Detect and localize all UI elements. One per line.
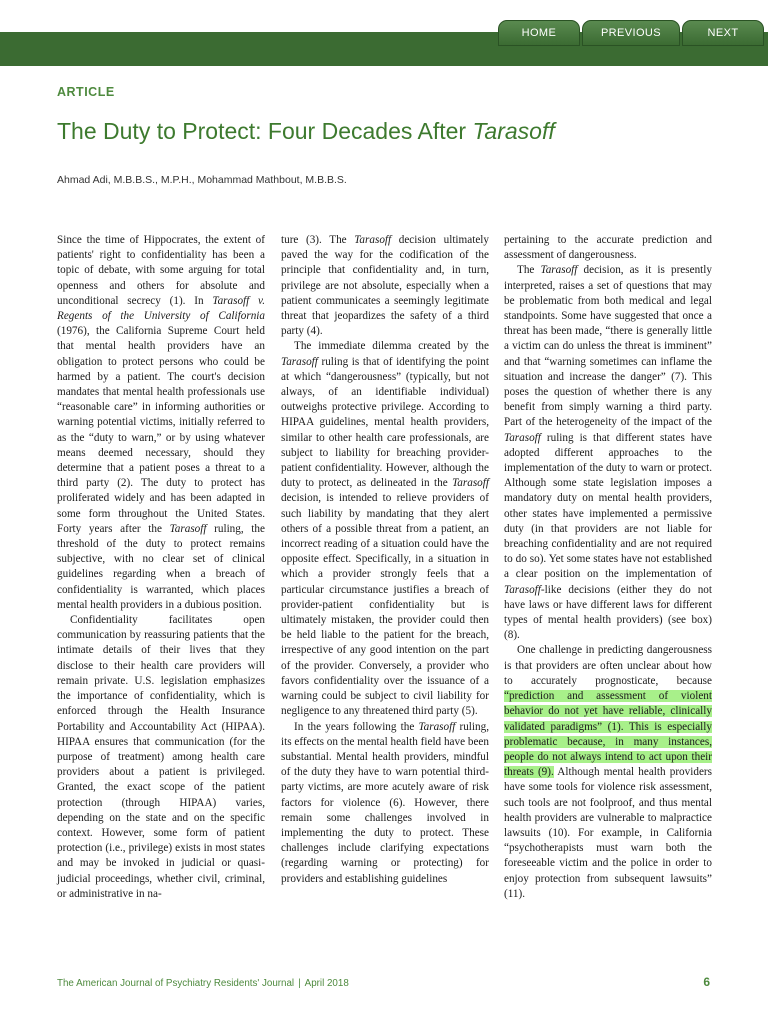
text-run: decision, is intended to relieve providers of such liability by mandating that they alert others of a possible threat from a patient, an incorrect reading of a situation could have the opposite effect. Specifically, in a situation in which a provider strongly feels that a particular circumstance justifies a breach of provider-patient confidentiality but is ultimately mistaken, the provider could then be held liable to the patient for the breach, irrespective of any good intention on the part of the provider. Conversely, a provider who favors confidentiality over the issuance of a warning could be subject to civil liability for negligence to any threatened third party (5).: [281, 492, 489, 718]
journal-name: The American Journal of Psychiatry Residents' Journal: [57, 978, 295, 989]
italic-text: Tarasoff: [169, 522, 207, 535]
text-run: -like decisions (either they do not have laws or have different laws for different types of mental health providers) (see box) (8).: [504, 583, 712, 642]
text-run: ruling is that of identifying the point at which “dangerousness” (typically, but not always, of an identifiable individual) outweighs protective privilege. According to HIPAA guidelines, mental health providers, similar to other health care professionals, are subject to liability for breaching provider-patient confidentiality. However, although the duty to protect, as delineated in the: [281, 355, 489, 490]
italic-text: Tarasoff: [354, 234, 392, 246]
text-run: Confidentiality facilitates open communication by reassuring patients that the intimate details of their lives that they disclose to their health care providers will remain private. U.S. legislation emphasizes the importance of confidentiality, which is enforced through the Health Insurance Portability and Accountability Act (HIPAA). HIPAA ensures that communication (for the purpose of treatment) among health care providers about a patient is privileged. Granted, the exact scope of the patient protection (through HIPAA) varies, depending on the state and on the specific context. However, some form of patient protection (i.e., privilege) exists in most states and may be invoked in judicial or quasi-judicial proceedings, whether civil, criminal, or administrative in na-: [57, 614, 265, 900]
text-run: pertaining to the accurate prediction and assessment of dangerousness.: [504, 234, 712, 262]
text-run: ruling, its effects on the mental health field have been substantial. Mental health providers, mindful of the duty they have to warn potential third-party victims, are more acutely aware of risk factors for violence (6). However, there remain some challenges involved in implementing the duty to protect. These challenges include clarifying expectations (regarding warning or protecting) for providers and establishing guidelines: [281, 720, 489, 885]
highlighted-text[interactable]: “prediction and assessment of violent behavior do not yet have reliable, clinically validated paradigms” (1). This is especially problematic because, in many instances, people do not always intend to act upon their threats (9).: [504, 690, 712, 779]
italic-text: Tarasoff: [281, 355, 318, 368]
title-main: The Duty to Protect: Four Decades After: [57, 118, 473, 144]
article-kicker: ARTICLE: [57, 85, 115, 99]
footer-journal: [57, 978, 349, 989]
text-run: Since the time of Hippocrates, the extent of patients' right to confidentiality has been a topic of debate, with some arguing for total openness and others for absolute and unconditional secrecy (1). In: [57, 234, 265, 307]
italic-text: Tarasoff v. Regents of the University of California: [57, 294, 265, 323]
title-italic: Tarasoff: [472, 118, 555, 144]
text-run: ture (3). The: [281, 234, 355, 246]
home-button[interactable]: HOME: [498, 20, 580, 46]
text-run: (1976), the California Supreme Court held that mental health providers have an obligation to protect persons who could be harmed by a patient. The court's decision mandates that mental health professionals use “reasonable care” in informing authorities or warning potential victims, initially referred to as the “duty to warn,” or by using whatever means deemed necessary, should they determine that a patient poses a threat to a third party (2). The duty to protect has proliferated widely and has been adapted in some form throughout the United States. Forty years after the: [57, 325, 265, 535]
article-title: [57, 118, 555, 145]
body-column-1: [57, 233, 265, 902]
paragraph: [281, 339, 489, 719]
text-run: decision, as it is presently interpreted, raises a set of questions that may be problematic from both medical and legal standpoints. Some have suggested that once a threat has been made, “there is generally little a victim can do unless the threat is imminent” and that “warning sometimes can inflame the situation and increase the danger” (7). This poses the question of whether there is any benefit from simply warning a third party. Part of the heterogeneity of the impact of the: [504, 264, 712, 429]
paragraph: [281, 233, 489, 339]
article-authors: Ahmad Adi, M.B.B.S., M.P.H., Mohammad Mathbout, M.B.B.S.: [57, 174, 347, 186]
text-run: The: [517, 264, 541, 277]
italic-text: Tarasoff: [504, 431, 541, 444]
paragraph: [57, 233, 265, 613]
text-run: decision ultimately paved the way for the codification of the principle that confidentiality and, in turn, privilege are not absolute, especially when a patient communicates a seemingly legitimate threat that jeopardizes the safety of a third party (4).: [281, 234, 489, 338]
next-button[interactable]: NEXT: [682, 20, 764, 46]
issue-date: April 2018: [304, 978, 349, 989]
italic-text: Tarasoff: [540, 264, 578, 277]
text-run: Although mental health providers have some tools for violence risk assessment, such tools are not foolproof, and thus mental health providers are vulnerable to malpractice lawsuits (10). For example, in California “psychotherapists must warn both the foreseeable victim and the police in order to enjoy protection from subsequent lawsuits” (11).: [504, 766, 712, 900]
paragraph: [504, 263, 712, 643]
italic-text: Tarasoff: [452, 477, 489, 490]
body-column-3: [504, 233, 712, 902]
text-run: ruling, the threshold of the duty to protect remains subjective, with no clear set of clinical guidelines regarding when a breach of confidentiality is warranted, which places mental health providers in a dubious position.: [57, 522, 265, 611]
italic-text: Tarasoff: [418, 720, 456, 733]
paragraph: [281, 720, 489, 887]
text-run: The immediate dilemma created by the: [294, 340, 489, 353]
paragraph: [57, 613, 265, 902]
text-run: One challenge in predicting dangerousness is that providers are often unclear about how to accurately prognosticate, because: [504, 644, 712, 687]
text-run: In the years following the: [294, 720, 419, 733]
body-column-2: [281, 233, 489, 887]
footer-separator: |: [298, 978, 301, 989]
previous-button[interactable]: PREVIOUS: [582, 20, 680, 46]
text-run: ruling is that different states have adopted different approaches to the implementation of the duty to warn or protect. Although some state legislation imposes a mandatory duty on mental health providers, other states have implemented a permissive duty (in that providers are not liable for breaching confidentiality and are not required to do so). Yet some states have not established a clear position on the implementation of: [504, 431, 712, 581]
paragraph: [504, 233, 712, 263]
page-number: 6: [703, 975, 710, 989]
paragraph: [504, 643, 712, 901]
page-navigation: [498, 20, 764, 46]
italic-text: Tarasoff: [504, 583, 541, 596]
